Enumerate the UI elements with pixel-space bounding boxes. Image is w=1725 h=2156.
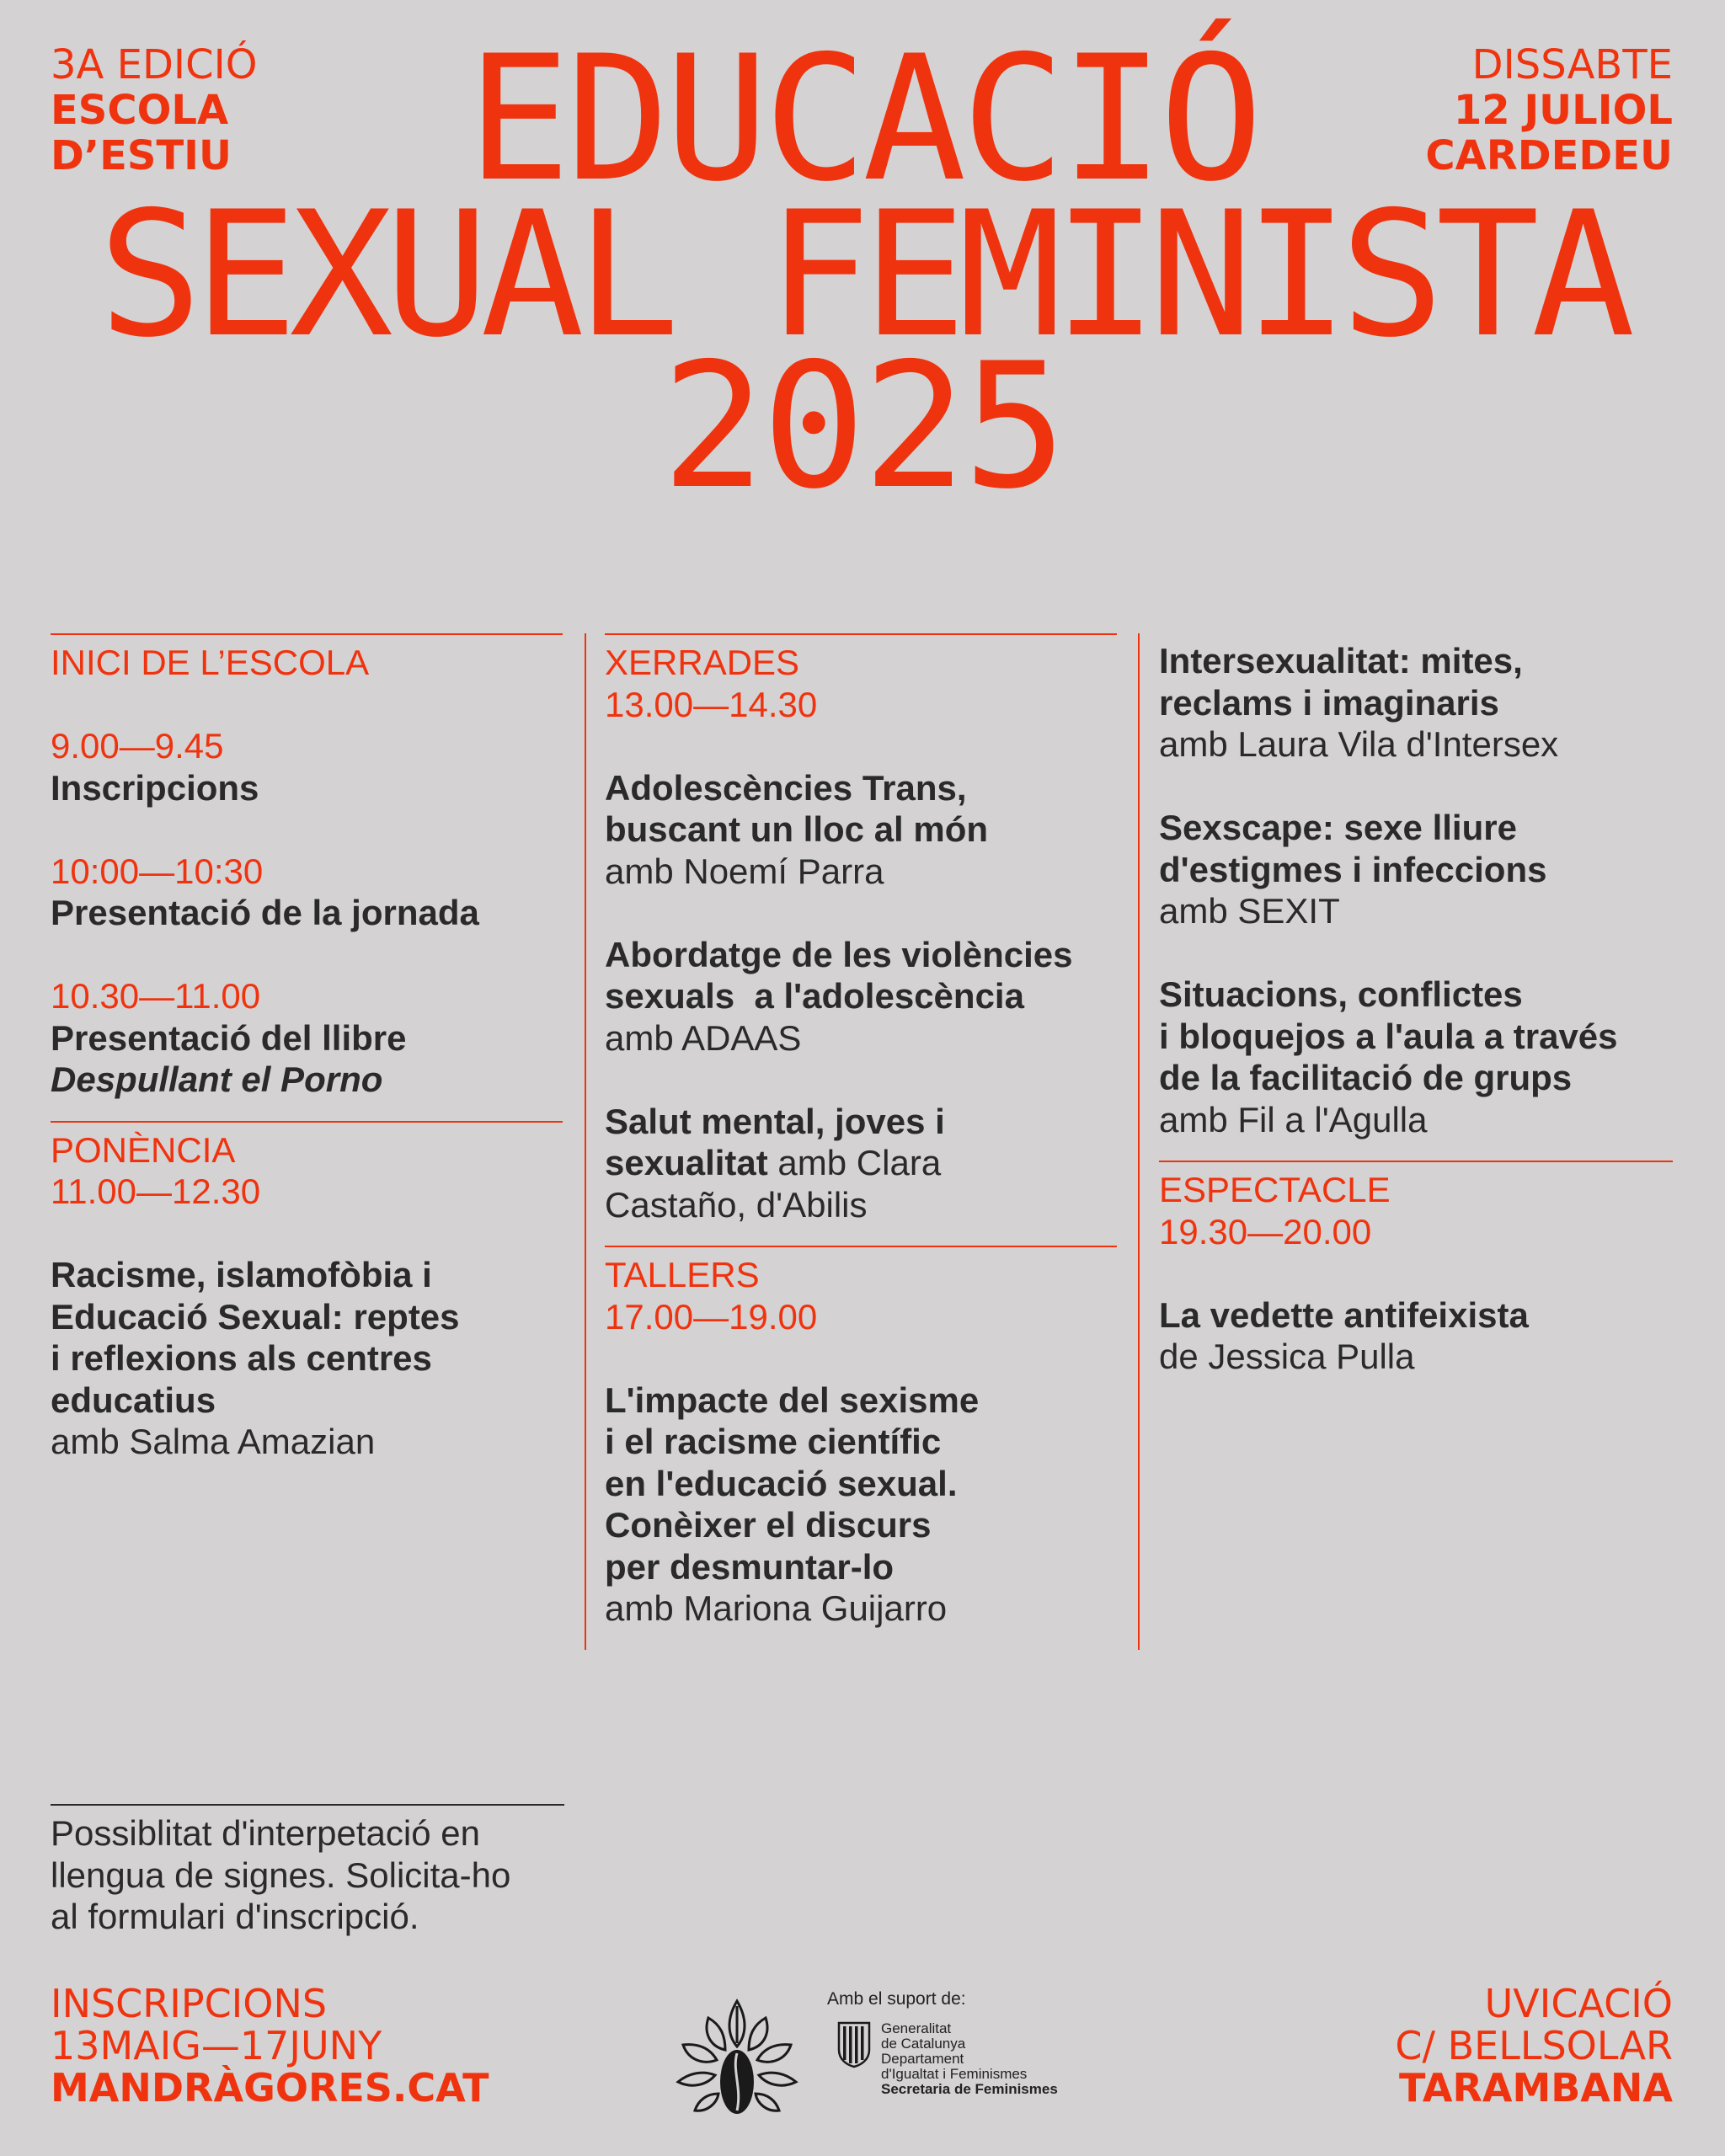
school-label-line2: D’ESTIU <box>51 132 232 179</box>
workshop-speaker: amb Fil a l'Agulla <box>1159 1099 1428 1139</box>
column-divider <box>585 633 586 1650</box>
title-line-1: EDUCACIÓ <box>467 19 1258 220</box>
time-slot: 9.00—9.45 <box>51 726 224 766</box>
workshop-speaker: amb Laura Vila d'Intersex <box>1159 724 1559 764</box>
talk-title-line: Educació Sexual: reptes <box>51 1296 460 1337</box>
talk-title-line: Abordatge de les violències <box>605 934 1073 974</box>
talk-title-line: buscant un lloc al món <box>605 809 989 849</box>
program-column-3 <box>1159 633 1673 1378</box>
workshop-title-line: reclams i imaginaris <box>1159 682 1499 723</box>
website-link[interactable]: MANDRÀGORES.CAT <box>51 2065 489 2111</box>
section-heading: PONÈNCIA <box>51 1129 236 1170</box>
talk-title-line: Salut mental, joves i <box>605 1101 945 1141</box>
date-label: 12 JULIOL <box>1453 87 1673 134</box>
location-venue: TARAMBANA <box>1399 2065 1673 2111</box>
agenda-item-title: Inscripcions <box>51 767 259 808</box>
location-label: UVICACIÓ <box>1484 1981 1673 2026</box>
registration-dates: 13MAIG—17JUNY <box>51 2023 382 2068</box>
talk-title-mixed-line <box>605 1142 1117 1184</box>
section-rule <box>605 633 1117 635</box>
sign-language-note <box>51 1812 590 1938</box>
note-line: al formulari d'inscripció. <box>51 1897 419 1936</box>
registration-block <box>51 1983 489 2109</box>
book-title: Despullant el Porno <box>51 1059 383 1099</box>
section-heading: INICI DE L’ESCOLA <box>51 643 370 682</box>
note-rule <box>51 1804 564 1806</box>
talk-speaker: amb Noemí Parra <box>605 851 884 891</box>
place-label: CARDEDEU <box>1425 132 1673 179</box>
talk-speaker: amb ADAAS <box>605 1017 802 1058</box>
workshop-title-line: i bloquejos a l'aula a través <box>1159 1016 1618 1056</box>
column-divider <box>1138 633 1140 1650</box>
section-rule <box>1159 1161 1673 1162</box>
support-label: Amb el suport de: <box>827 1989 966 2009</box>
section-rule <box>605 1246 1117 1247</box>
show-title: La vedette antifeixista <box>1159 1294 1529 1335</box>
talk-speaker: amb Salma Amazian <box>51 1422 376 1461</box>
workshop-speaker: amb Mariona Guijarro <box>605 1588 948 1628</box>
registration-label: INSCRIPCIONS <box>51 1981 328 2026</box>
generalitat-text <box>881 2021 1058 2097</box>
mandragores-logo-icon <box>670 1994 804 2121</box>
support-line: Departament <box>881 2051 964 2067</box>
support-line: Generalitat <box>881 2020 952 2036</box>
workshop-title-line: en l'educació sexual. <box>605 1463 958 1503</box>
workshop-speaker: amb SEXIT <box>1159 891 1340 931</box>
section-heading: XERRADES <box>605 643 800 682</box>
talk-title-line: Racisme, islamofòbia i <box>51 1255 432 1294</box>
location-block <box>1395 1983 1673 2109</box>
generalitat-shield-icon <box>836 2021 873 2068</box>
workshop-title-line: L'impacte del sexisme <box>605 1380 980 1420</box>
note-line: llengua de signes. Solicita-ho <box>51 1854 511 1895</box>
time-slot: 13.00—14.30 <box>605 684 818 724</box>
workshop-title-line: Conèixer el discurs <box>605 1505 932 1545</box>
section-heading: TALLERS <box>605 1255 760 1294</box>
workshop-title-line: Situacions, conflictes <box>1159 974 1523 1014</box>
workshop-title-line: d'estigmes i infeccions <box>1159 849 1547 889</box>
program-column-1 <box>51 633 563 1463</box>
workshop-title-line: Intersexualitat: mites, <box>1159 641 1523 680</box>
section-rule <box>51 633 563 635</box>
title-line-3: 2025 <box>661 327 1064 527</box>
workshop-title-line: de la facilitació de grups <box>1159 1058 1573 1097</box>
school-label-line1: ESCOLA <box>51 87 229 134</box>
time-slot: 19.30—20.00 <box>1159 1211 1372 1251</box>
support-line: de Catalunya <box>881 2036 966 2052</box>
talk-title-line: sexuals a l'adolescència <box>605 976 1024 1016</box>
time-slot: 17.00—19.00 <box>605 1296 818 1337</box>
talk-speaker: amb Clara <box>767 1143 942 1182</box>
location-street: C/ BELLSOLAR <box>1395 2023 1673 2068</box>
edition-label: 3A EDICIÓ <box>51 41 258 88</box>
title-line-2: SEXUAL FEMINISTA <box>98 175 1627 376</box>
talk-title-line: sexualitat <box>605 1143 768 1182</box>
time-slot: 10:00—10:30 <box>51 851 264 891</box>
agenda-item-title: Presentació del llibre <box>51 1017 407 1058</box>
talk-speaker: Castaño, d'Abilis <box>605 1184 868 1225</box>
section-heading: ESPECTACLE <box>1159 1170 1391 1209</box>
support-line: d'Igualtat i Feminismes <box>881 2066 1028 2082</box>
workshop-title-line: i el racisme científic <box>605 1422 942 1461</box>
talk-title-line: i reflexions als centres <box>51 1338 432 1378</box>
workshop-title-line: Sexscape: sexe lliure <box>1159 808 1517 847</box>
program-column-2 <box>605 633 1117 1630</box>
time-slot: 10.30—11.00 <box>51 976 261 1016</box>
workshop-title-line: per desmuntar-lo <box>605 1546 895 1587</box>
time-slot: 11.00—12.30 <box>51 1171 261 1211</box>
section-rule <box>51 1121 563 1123</box>
agenda-item-title: Presentació de la jornada <box>51 893 479 932</box>
day-label: DISSABTE <box>1471 41 1673 88</box>
talk-title-line: educatius <box>51 1380 216 1420</box>
show-author: de Jessica Pulla <box>1159 1337 1415 1376</box>
note-line: Possiblitat d'interpetació en <box>51 1813 480 1853</box>
support-secretariat: Secretaria de Feminismes <box>881 2081 1058 2097</box>
talk-title-line: Adolescències Trans, <box>605 767 967 808</box>
